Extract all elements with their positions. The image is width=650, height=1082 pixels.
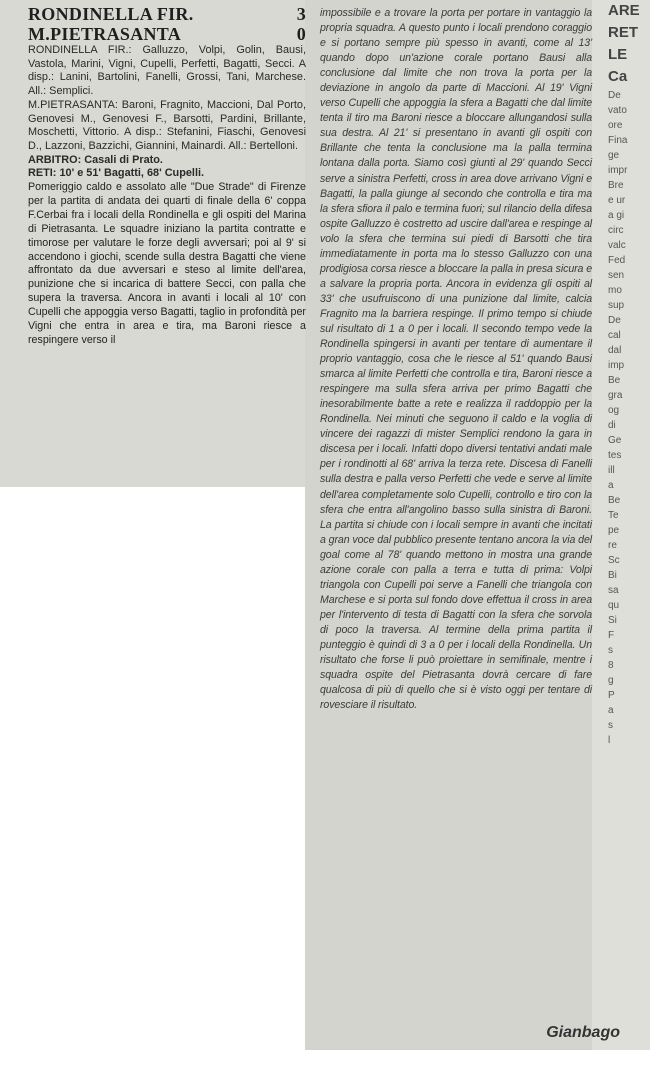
edge-line: Fina	[608, 135, 628, 146]
edge-line: vato	[608, 105, 627, 116]
edge-line: LE	[608, 46, 628, 63]
edge-line: imp	[608, 360, 625, 371]
edge-line: P	[608, 690, 615, 701]
edge-line: ore	[608, 120, 623, 131]
edge-line: dal	[608, 345, 622, 356]
edge-line: tes	[608, 450, 622, 461]
edge-line: gra	[608, 390, 623, 401]
home-team-row	[28, 4, 306, 24]
edge-line: pe	[608, 525, 620, 536]
away-lineup: M.PIETRASANTA: Baroni, Fragnito, Maccioni, Dal Porto, Genovesi M., Genovesi F., Barsotti, Pardini, Brillante, Moschetti, Vittorio. A disp.: Stefanini, Fiaschi, Genovesi D., Lazzoni, Bazzichi, Giannini, Mainardi. All.: Bertelloni.	[28, 98, 306, 152]
edge-line: circ	[608, 225, 624, 236]
edge-line: Si	[608, 615, 617, 626]
edge-line: di	[608, 420, 616, 431]
edge-line: Be	[608, 495, 621, 506]
edge-line: sen	[608, 270, 625, 281]
away-team: M.PIETRASANTA	[28, 24, 182, 44]
edge-line: ARE	[608, 2, 640, 19]
edge-line: sa	[608, 585, 619, 596]
home-score: 3	[296, 4, 306, 24]
edge-line: Be	[608, 375, 621, 386]
goals: RETI: 10' e 51' Bagatti, 68' Cupelli.	[28, 167, 205, 180]
edge-line: Fed	[608, 255, 626, 266]
edge-line: F	[608, 630, 615, 641]
edge-line: og	[608, 405, 620, 416]
edge-line: a gi	[608, 210, 625, 221]
edge-line: cal	[608, 330, 621, 341]
author-signature: Gianbago	[546, 1024, 620, 1041]
home-team: RONDINELLA FIR.	[28, 4, 194, 24]
edge-line: qu	[608, 600, 620, 611]
away-team-row	[28, 24, 306, 44]
edge-line: Bi	[608, 570, 617, 581]
edge-line: a	[608, 480, 614, 491]
edge-line: De	[608, 315, 621, 326]
edge-line: Ca	[608, 68, 628, 85]
edge-line: Sc	[608, 555, 620, 566]
article-body-left: Pomeriggio caldo e assolato alle "Due Strade" di Firenze per la partita di andata dei quarti di finale della 6' coppa F.Cerbai fra i locali della Rondinella e gli ospiti del Marina di Pietrasanta. Le squadre iniziano la partita contratte e timorose per valutare le forze degli avversari; poi al 9' si accendono i giochi, scende sulla destra Bagatti che viene affrontato da due avversari e steso al limite dell'area, punizione che si incarica di battere Secci, con palla che supera la traversa. Ancora in avanti i locali al 10' con Cupelli che appoggia verso Bagatti, taglio in profondità per Vigni che entra in area e tira, ma Baroni riesce a respingere verso il	[28, 181, 306, 346]
edge-line: e ur	[608, 195, 626, 206]
referee: ARBITRO: Casali di Prato.	[28, 153, 163, 166]
edge-line: De	[608, 90, 621, 101]
edge-line: s	[608, 645, 613, 656]
home-lineup: RONDINELLA FIR.: Galluzzo, Volpi, Golin, Bausi, Vastola, Marini, Vigni, Cupelli, Perfetti, Bagatti, Secci. A disp.: Lanini, Bartolini, Fanelli, Grossi, Tani, Marchese. All.: Semplici.	[28, 44, 306, 98]
article-body-right: impossibile e a trovare la porta per portare in vantaggio la propria squadra. A questo punto i locali prendono coraggio e si portano sempre più spesso in avanti, come al 13' quando dopo un'azione corale portano Bausi alla conclusione dal limite che non trova la porta per la deviazione in angolo da parte di Maccioni. Al 19' Vigni verso Cupelli che appoggia la sfera a Bagatti che dal limite tenta il tiro ma Baroni riesce a bloccare allungandosi sulla sua destra. Al 21' si presentano in avanti gli ospiti con Brillante che tenta la conclusione ma la palla termina lontana dalla porta. Siamo così giunti al 29' quando Secci serve a sinistra Perfetti, cross in area dove arrivano Vigni e Bagatti, la palla giunge al secondo che controlla e tira ma la sfera sfiora il palo e termina fuori; sul rilancio della difesa ospite Galluzzo è costretto ad uscire dall'area e respinge al volo la sfera che termina sui piedi di Barsotti che tira immediatamente in porta ma lo stesso Galluzzo con una prodigiosa corsa riesce a bloccare la palla in presa sicura e a salvare la propria porta. Ancora in evidenza gli ospiti al 33' che usufruiscono di una punizione dal limite, calcia Fragnito ma la barriera respinge. Il primo tempo si chiude sul risultato di 1 a 0 per i locali. Il secondo tempo vede la Rondinella spingersi in avanti per tentare di aumentare il proprio vantaggio, cosa che le riesce al 51' quando Bausi smarca al limite Perfetti che controlla e tira, Baroni riesce a respingere ma sulla sfera arriva per primo Bagatti che inesorabilmente batte a rete e realizza il raddoppio per la Rondinella. Nei minuti che seguono il caldo e la voglia di vincere dei ragazzi di mister Semplici rendono la gara in discesa per i locali. Infatti dopo diversi tentativi andati male per i rondinotti al 68' arriva la terza rete. Discesa di Fanelli sulla destra e palla verso Perfetti che vede e serve al limite dell'area completamente solo Cupelli, controllo e tiro con la sfera che entra all'angolino basso sulla sinistra di Baroni. La partita si chiude con i locali sempre in avanti che incitati a gran voce dal pubblico presente tentano ancora la via del goal come al 78' quando mettono in mostra una grande azione corale con palla a terra e tutta di prima: Volpi triangola con Cupelli poi serve a Fanelli che triangola con Marchese e si porta sul fondo dove effettua il cross in area per l'intervento di testa di Bagatti con la sfera che sorvola di poco la traversa. Al termine della prima partita il punteggio è quindi di 3 a 0 per i locali della Rondinella. Un risultato che forse li può proiettare in semifinale, mentre i squadra ospite del Pietrasanta dovrà cercare di fare qualcosa di più di quello che si è visto oggi per tentare di rovesciare il risultato.	[320, 7, 592, 712]
edge-line: re	[608, 540, 617, 551]
edge-line: s	[608, 720, 613, 731]
edge-line: valc	[608, 240, 626, 251]
edge-line: g	[608, 675, 614, 686]
edge-line: RET	[608, 24, 638, 41]
adjacent-column-fragment	[608, 0, 650, 1050]
edge-line: impr	[608, 165, 628, 176]
edge-line: 8	[608, 660, 614, 671]
away-score: 0	[296, 24, 306, 44]
edge-line: Bre	[608, 180, 624, 191]
edge-line: l	[608, 735, 611, 746]
edge-line: a	[608, 705, 614, 716]
left-column	[28, 4, 306, 348]
edge-line: ill	[608, 465, 615, 476]
edge-line: Ge	[608, 435, 622, 446]
edge-line: sup	[608, 300, 625, 311]
edge-line: mo	[608, 285, 622, 296]
edge-line: ge	[608, 150, 620, 161]
edge-line: Te	[608, 510, 619, 521]
